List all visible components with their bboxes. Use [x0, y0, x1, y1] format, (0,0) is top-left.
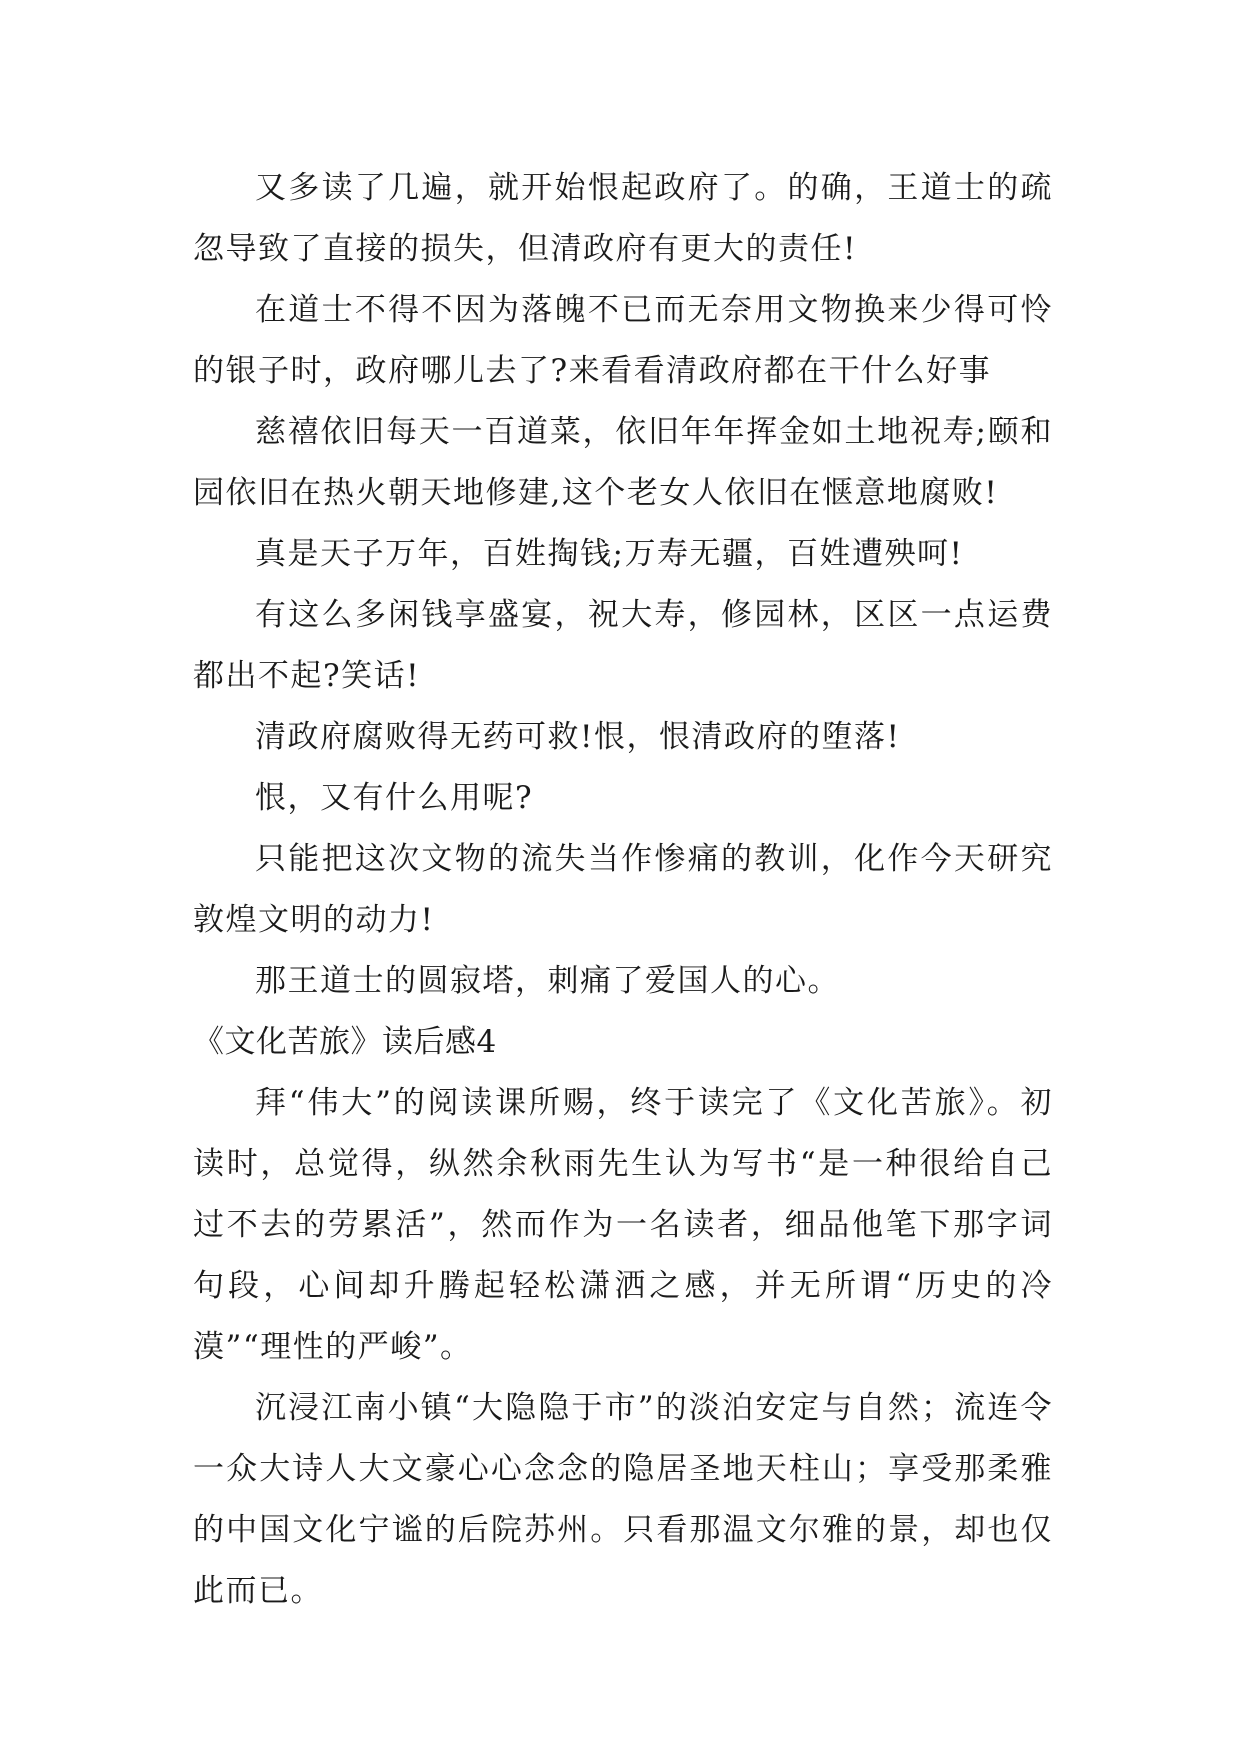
paragraph: 又多读了几遍，就开始恨起政府了。的确，王道士的疏忽导致了直接的损失，但清政府有更大的责任! [193, 170, 1053, 267]
paragraph: 只能把这次文物的流失当作惨痛的教训，化作今天研究敦煌文明的动力! [193, 841, 1053, 938]
document-body [193, 158, 1053, 1622]
paragraph: 恨，又有什么用呢? [255, 780, 534, 816]
paragraph: 沉浸江南小镇“大隐隐于市”的淡泊安定与自然；流连令一众大诗人大文豪心心念念的隐居圣地天柱山；享受那柔雅的中国文化宁谧的后院苏州。只看那温文尔雅的景，却也仅此而已。 [193, 1390, 1053, 1609]
section-heading: 《文化苦旅》读后感4 [193, 1024, 497, 1060]
paragraph: 真是天子万年，百姓掏钱;万寿无疆，百姓遭殃呵! [255, 536, 964, 572]
paragraph: 慈禧依旧每天一百道菜，依旧年年挥金如土地祝寿;颐和园依旧在热火朝天地修建,这个老女人依旧在惬意地腐败! [193, 414, 1053, 511]
paragraph: 有这么多闲钱享盛宴，祝大寿，修园林，区区一点运费都出不起?笑话! [193, 597, 1053, 694]
paragraph: 那王道士的圆寂塔，刺痛了爱国人的心。 [255, 963, 840, 999]
paragraph: 拜“伟大”的阅读课所赐，终于读完了《文化苦旅》。初读时，总觉得，纵然余秋雨先生认为写书“是一种很给自己过不去的劳累活”，然而作为一名读者，细品他笔下那字词句段，心间却升腾起轻松潇洒之感，并无所谓“历史的冷漠”“理性的严峻”。 [193, 1085, 1053, 1365]
paragraph: 在道士不得不因为落魄不已而无奈用文物换来少得可怜的银子时，政府哪儿去了?来看看清政府都在干什么好事 [193, 292, 1053, 389]
paragraph: 清政府腐败得无药可救!恨，恨清政府的堕落! [255, 719, 901, 755]
